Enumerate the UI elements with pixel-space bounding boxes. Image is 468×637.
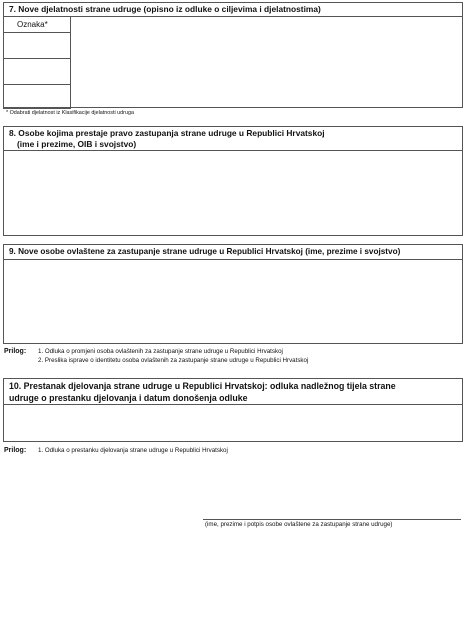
prilog-2-label: Prilog: xyxy=(4,447,27,454)
section-10-title xyxy=(4,379,462,405)
signature-line xyxy=(203,519,461,520)
oznaka-header: Oznaka* xyxy=(17,20,48,29)
signature-caption: (ime, prezime i potpis osobe ovlaštene za zastupanje strane udruge) xyxy=(205,521,393,528)
section-10-box xyxy=(3,378,463,442)
oznaka-input-1[interactable] xyxy=(3,32,71,59)
section-9-box xyxy=(3,244,463,344)
section-10-title-line2: udruge o prestanku djelovanja i datum donošenja odluke xyxy=(9,393,248,403)
activities-description-field[interactable] xyxy=(71,16,463,108)
section-7-title: 7. Nove djelatnosti strane udruge (opisno iz odluke o ciljevima i djelatnostima) xyxy=(4,3,462,17)
section-10-input-area[interactable] xyxy=(4,405,462,441)
prilog-1-label: Prilog: xyxy=(4,348,27,355)
prilog-1-item-1: 1. Odluka o promjeni osoba ovlaštenih za zastupanje strane udruge u Republici Hrvatskoj xyxy=(38,348,283,355)
section-8-title-line1: 8. Osobe kojima prestaje pravo zastupanja strane udruge u Republici Hrvatskoj xyxy=(9,128,325,138)
section-7-footnote: * Odabrati djelatnost iz Klasifikacije djelatnosti udruga xyxy=(6,110,134,116)
section-8-input-area[interactable] xyxy=(4,151,462,235)
prilog-2-item-1: 1. Odluka o prestanku djelovanja strane udruge u Republici Hrvatskoj xyxy=(38,447,228,454)
section-9-input-area[interactable] xyxy=(4,260,462,343)
section-8-title xyxy=(4,127,462,151)
section-8-box xyxy=(3,126,463,236)
oznaka-header-cell xyxy=(3,16,71,33)
oznaka-input-3[interactable] xyxy=(3,84,71,109)
prilog-1-item-2: 2. Preslika isprave o identitetu osoba ovlaštenih za zastupanje strane udruge u Republici Hrvatskoj xyxy=(38,357,309,364)
section-7-box xyxy=(3,2,463,108)
oznaka-input-2[interactable] xyxy=(3,58,71,85)
section-10-title-line1: 10. Prestanak djelovanja strane udruge u Republici Hrvatskoj: odluka nadležnog tijela strane xyxy=(9,381,396,391)
section-9-title: 9. Nove osobe ovlaštene za zastupanje strane udruge u Republici Hrvatskoj (ime, prezime i svojstvo) xyxy=(4,245,462,260)
section-8-title-line2: (ime i prezime, OIB i svojstvo) xyxy=(17,139,137,149)
